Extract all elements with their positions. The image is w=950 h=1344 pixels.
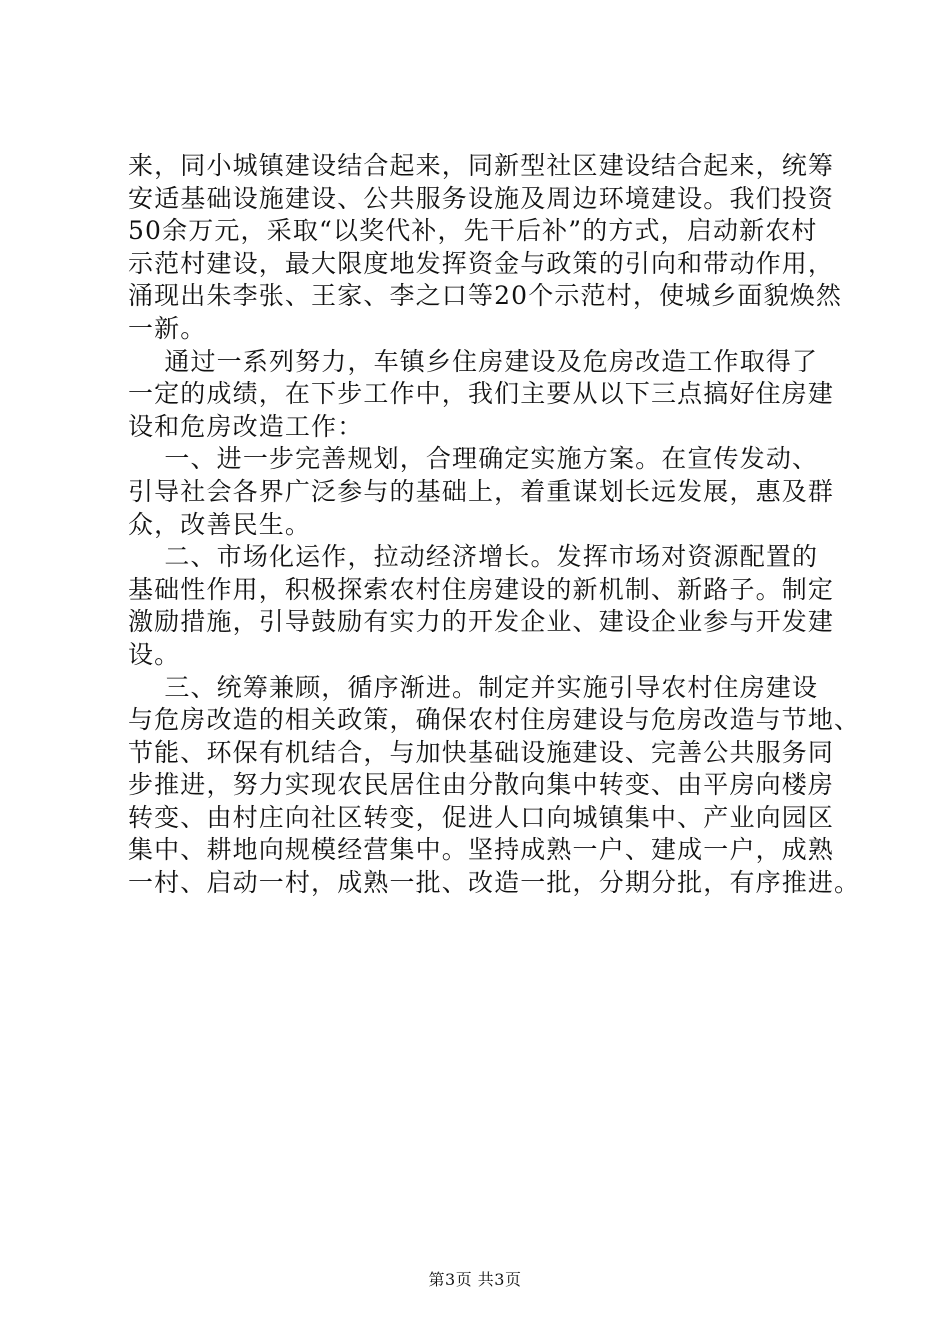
body-line: 来，同小城镇建设结合起来，同新型社区建设结合起来，统筹	[128, 151, 835, 180]
document-body	[128, 150, 861, 900]
body-line: 通过一系列努力，车镇乡住房建设及危房改造工作取得了	[128, 346, 819, 376]
body-line: 示范村建设，最大限度地发挥资金与政策的引向和带动作用，	[128, 248, 835, 278]
body-line: 安适基础设施建设、公共服务设施及周边环境建设。我们投资	[128, 183, 835, 213]
body-line: 转变、由村庄向社区转变，促进人口向城镇集中、产业向园区	[128, 802, 835, 832]
page-footer	[0, 1270, 950, 1290]
body-line: 二、市场化运作，拉动经济增长。发挥市场对资源配置的	[128, 542, 819, 572]
page-number-label: 第3页 共3页	[428, 1270, 522, 1289]
body-line: 激励措施，引导鼓励有实力的开发企业、建设企业参与开发建	[128, 607, 835, 637]
body-line: 步推进，努力实现农民居住由分散向集中转变、由平房向楼房	[128, 770, 835, 800]
body-line: 一新。	[128, 313, 207, 343]
body-line: 三、统筹兼顾，循序渐进。制定并实施引导农村住房建设	[128, 672, 819, 702]
body-line: 一、进一步完善规划，合理确定实施方案。在宣传发动、	[128, 444, 819, 474]
body-line: 基础性作用，积极探索农村住房建设的新机制、新路子。制定	[128, 574, 835, 604]
body-line: 一村、启动一村，成熟一批、改造一批，分期分批，有序推进。	[128, 868, 861, 898]
body-line: 涌现出朱李张、王家、李之口等20个示范村，使城乡面貌焕然	[128, 281, 843, 311]
body-line: 集中、耕地向规模经营集中。坚持成熟一户、建成一户，成熟	[128, 835, 835, 865]
body-line: 节能、环保有机结合，与加快基础设施建设、完善公共服务同	[128, 737, 835, 767]
body-line: 引导社会各界广泛参与的基础上，着重谋划长远发展，惠及群	[128, 476, 835, 506]
body-line: 设。	[128, 639, 181, 669]
body-line: 一定的成绩，在下步工作中，我们主要从以下三点搞好住房建	[128, 379, 835, 409]
body-line: 与危房改造的相关政策，确保农村住房建设与危房改造与节地、	[128, 705, 861, 735]
body-line: 设和危房改造工作：	[128, 411, 364, 441]
body-line: 50余万元，采取“以奖代补，先干后补”的方式，启动新农村	[128, 216, 818, 246]
body-line: 众，改善民生。	[128, 509, 312, 539]
